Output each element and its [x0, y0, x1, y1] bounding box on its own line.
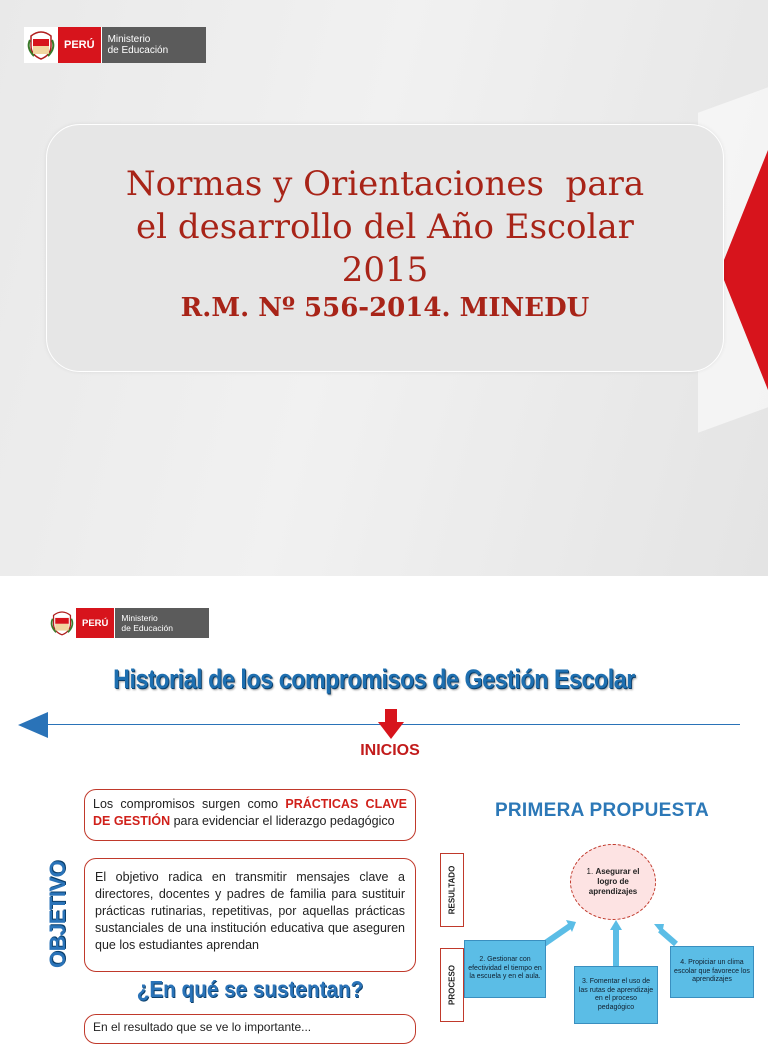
sustentan-heading: ¿En qué se sustentan? [136, 976, 364, 1002]
objetivo-label [38, 860, 78, 971]
commitment-card-2: 2. Gestionar con efectividad el tiempo en la escuela y en el aula. [464, 940, 546, 998]
sustento-box: En el resultado que se ve lo importante... [84, 1014, 416, 1044]
coat-of-arms-icon [48, 608, 76, 638]
coat-of-arms-icon [24, 27, 58, 63]
primera-propuesta-heading: PRIMERA PROPUESTA [494, 800, 710, 821]
ministry-line-2: de Educación [107, 45, 169, 56]
objetivo-text: OBJETIVO [45, 860, 70, 968]
ministry-name [114, 608, 209, 638]
objetivo-box: El objetivo radica en transmitir mensajes clave a directores, docentes y padres de familia para sustituir prácticas rutinarias, repetitivas, por aquellas prácticas sustanciales de una institución educativa que aseguren que los estudiantes aprendan [84, 858, 416, 972]
resultado-text: RESULTADO [447, 865, 457, 915]
peru-label: PERÚ [76, 608, 114, 638]
box1-highlight: PRÁCTICAS CLAVE DE GESTIÓN [93, 797, 407, 828]
goal-number: 1. [586, 867, 594, 876]
proceso-text: PROCESO [447, 964, 457, 1006]
commitment-card-4: 4. Propiciar un clima escolar que favorece los aprendizajes [670, 946, 754, 998]
title-box [46, 124, 724, 372]
ministry-line-1: Ministerio [107, 34, 151, 45]
goal-ellipse [570, 844, 656, 920]
inicios-label: INICIOS [360, 742, 420, 759]
commitment-card-3: 3. Fomentar el uso de las rutas de aprendizaje en el proceso pedagógico [574, 966, 658, 1024]
down-arrow-icon [378, 709, 404, 739]
slide-2-title: Historial de los compromisos de Gestión Escolar [113, 664, 635, 694]
ministry-logo [24, 27, 206, 63]
box1-text-end: para evidenciar el liderazgo pedagógico [170, 814, 395, 828]
peru-label: PERÚ [58, 27, 101, 63]
title-line-3: 2015 [341, 250, 429, 290]
ministry-name [101, 27, 206, 63]
slide-subtitle: R.M. Nº 556-2014. MINEDU [180, 293, 590, 323]
resultado-label [440, 853, 464, 927]
title-line-2: el desarrollo del Año Escolar [136, 207, 634, 247]
proceso-label [440, 948, 464, 1022]
box1-text-start: Los compromisos surgen como [93, 797, 286, 811]
practicas-box [84, 789, 416, 841]
title-line-1: Normas y Orientaciones para [125, 164, 645, 204]
slide-title [47, 163, 723, 292]
goal-text: Asegurar el logro de aprendizajes [588, 867, 640, 896]
ministry-line-1: Ministerio [121, 613, 158, 623]
timeline-left-arrow-icon [18, 712, 48, 738]
slide-2 [0, 576, 768, 1034]
decorative-red-triangle [720, 150, 768, 390]
ministry-line-2: de Educación [121, 623, 173, 633]
ministry-logo-small [48, 608, 209, 638]
